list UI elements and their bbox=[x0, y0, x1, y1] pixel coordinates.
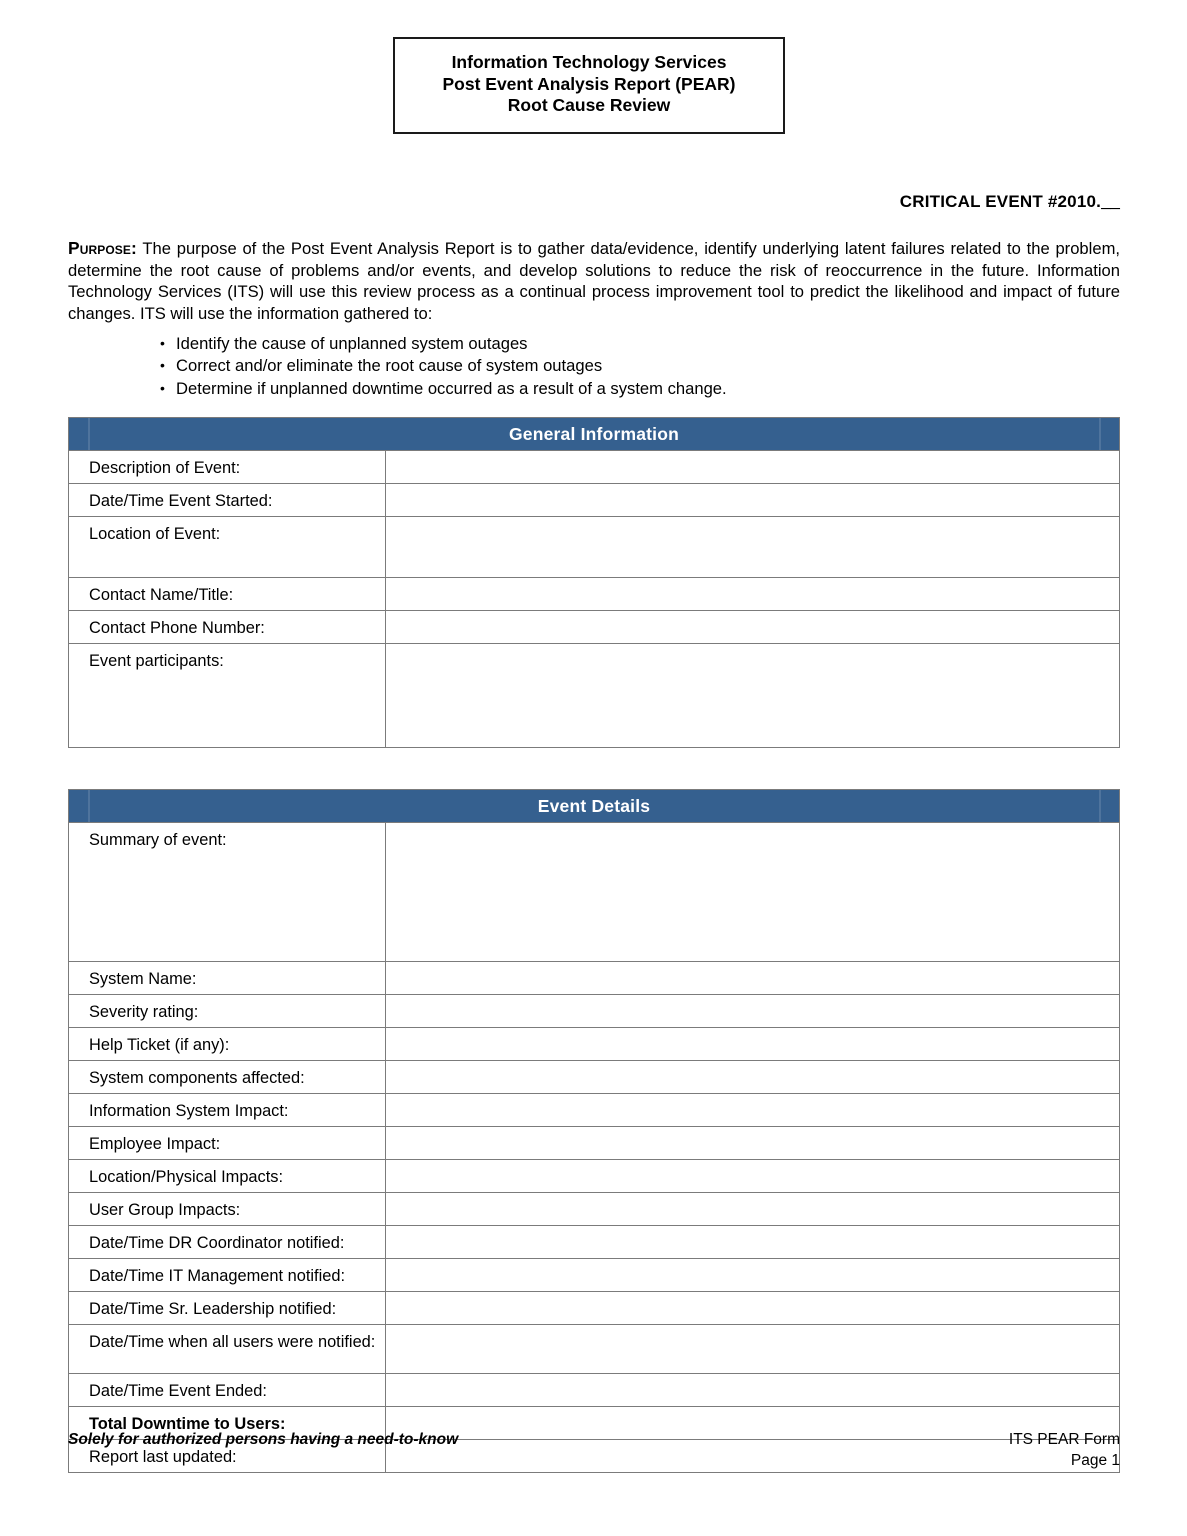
general-information-header-cell bbox=[69, 418, 1120, 451]
list-item: • Identify the cause of unplanned system outages bbox=[158, 333, 1058, 355]
field-label: Date/Time DR Coordinator notified: bbox=[89, 1234, 345, 1252]
table-row bbox=[69, 1160, 1120, 1193]
event-details-label-cell bbox=[69, 962, 386, 995]
critical-event-blank: __ bbox=[1101, 192, 1120, 211]
general-information-label-cell bbox=[69, 451, 386, 484]
field-label: Report last updated: bbox=[89, 1448, 237, 1466]
event-details-value-cell[interactable] bbox=[386, 1127, 1120, 1160]
table-row bbox=[69, 962, 1120, 995]
general-information-value-cell[interactable] bbox=[386, 517, 1120, 578]
critical-event-label: CRITICAL EVENT #2010. bbox=[899, 192, 1102, 211]
field-label: System Name: bbox=[89, 970, 197, 988]
field-value[interactable] bbox=[386, 1061, 1119, 1073]
table-row bbox=[69, 1028, 1120, 1061]
field-label: Information System Impact: bbox=[89, 1102, 289, 1120]
event-details-table bbox=[68, 789, 1120, 1473]
field-value[interactable] bbox=[386, 1193, 1119, 1205]
field-value[interactable] bbox=[386, 1259, 1119, 1271]
event-details-header-cell bbox=[69, 790, 1120, 823]
field-label: Date/Time Event Started: bbox=[89, 492, 273, 510]
general-information-value-cell[interactable] bbox=[386, 611, 1120, 644]
title-line-3: Root Cause Review bbox=[507, 95, 671, 115]
table-row bbox=[69, 995, 1120, 1028]
field-value[interactable] bbox=[386, 823, 1119, 835]
field-label: Contact Name/Title: bbox=[89, 586, 234, 604]
field-label: Help Ticket (if any): bbox=[89, 1036, 230, 1054]
purpose-label: Purpose: bbox=[68, 238, 137, 258]
event-details-label-cell bbox=[69, 823, 386, 962]
event-details-label-cell bbox=[69, 1259, 386, 1292]
field-value[interactable] bbox=[386, 578, 1119, 590]
document-title-box bbox=[393, 37, 785, 134]
field-label: Location of Event: bbox=[89, 525, 221, 543]
event-details-value-cell[interactable] bbox=[386, 1193, 1120, 1226]
table-row bbox=[69, 1226, 1120, 1259]
general-information-label-cell bbox=[69, 517, 386, 578]
table-row bbox=[69, 1259, 1120, 1292]
band-seam-right-icon bbox=[1099, 790, 1101, 822]
event-details-value-cell[interactable] bbox=[386, 1292, 1120, 1325]
list-item: • Determine if unplanned downtime occurred as a result of a system change. bbox=[158, 378, 1058, 400]
title-line-2: Post Event Analysis Report (PEAR) bbox=[442, 73, 736, 94]
field-value[interactable] bbox=[386, 962, 1119, 974]
event-details-value-cell[interactable] bbox=[386, 1094, 1120, 1127]
field-label: Summary of event: bbox=[89, 831, 227, 849]
table-row bbox=[69, 578, 1120, 611]
table-row bbox=[69, 1061, 1120, 1094]
critical-event-number bbox=[900, 192, 1120, 212]
field-label: Date/Time Sr. Leadership notified: bbox=[89, 1300, 337, 1318]
field-value[interactable] bbox=[386, 1160, 1119, 1172]
band-seam-right-icon bbox=[1099, 418, 1101, 450]
table-row bbox=[69, 1193, 1120, 1226]
footer-form-info bbox=[1009, 1429, 1120, 1471]
event-details-label-cell bbox=[69, 1292, 386, 1325]
event-details-label-cell bbox=[69, 1061, 386, 1094]
field-value[interactable] bbox=[386, 1094, 1119, 1106]
purpose-paragraph bbox=[68, 238, 1120, 324]
field-label: Severity rating: bbox=[89, 1003, 199, 1021]
event-details-value-cell[interactable] bbox=[386, 1160, 1120, 1193]
event-details-label-cell bbox=[69, 1094, 386, 1127]
general-information-value-cell[interactable] bbox=[386, 484, 1120, 517]
event-details-label-cell bbox=[69, 1374, 386, 1407]
field-label: Total Downtime to Users: bbox=[89, 1415, 286, 1433]
event-details-value-cell[interactable] bbox=[386, 995, 1120, 1028]
table-row bbox=[69, 451, 1120, 484]
event-details-label-cell bbox=[69, 1028, 386, 1061]
field-value[interactable] bbox=[386, 1292, 1119, 1304]
event-details-label-cell bbox=[69, 995, 386, 1028]
field-value[interactable] bbox=[386, 451, 1119, 463]
field-value[interactable] bbox=[386, 1407, 1119, 1419]
event-details-value-cell[interactable] bbox=[386, 1325, 1120, 1374]
field-value[interactable] bbox=[386, 1226, 1119, 1238]
field-value[interactable] bbox=[386, 1127, 1119, 1139]
event-details-value-cell[interactable] bbox=[386, 1259, 1120, 1292]
table-row bbox=[69, 1325, 1120, 1374]
table-row bbox=[69, 1374, 1120, 1407]
table-row bbox=[69, 484, 1120, 517]
section-title: General Information bbox=[508, 423, 680, 444]
field-value[interactable] bbox=[386, 611, 1119, 623]
table-row bbox=[69, 644, 1120, 748]
field-label: Employee Impact: bbox=[89, 1135, 221, 1153]
table-row bbox=[69, 823, 1120, 962]
event-details-value-cell[interactable] bbox=[386, 962, 1120, 995]
field-value[interactable] bbox=[386, 1374, 1119, 1386]
field-value[interactable] bbox=[386, 995, 1119, 1007]
event-details-label-cell bbox=[69, 1226, 386, 1259]
event-details-label-cell bbox=[69, 1127, 386, 1160]
event-details-value-cell[interactable] bbox=[386, 1226, 1120, 1259]
general-information-label-cell bbox=[69, 578, 386, 611]
event-details-value-cell[interactable] bbox=[386, 823, 1120, 962]
general-information-label-cell bbox=[69, 484, 386, 517]
footer-confidentiality: Solely for authorized persons having a need-to-know bbox=[68, 1431, 459, 1448]
event-details-label-cell bbox=[69, 1325, 386, 1374]
band-seam-left-icon bbox=[88, 418, 90, 450]
table-row bbox=[69, 1127, 1120, 1160]
field-label: Date/Time IT Management notified: bbox=[89, 1267, 345, 1285]
field-label: Date/Time Event Ended: bbox=[89, 1382, 267, 1400]
general-information-value-cell[interactable] bbox=[386, 644, 1120, 748]
field-label: Date/Time when all users were notified: bbox=[89, 1333, 376, 1351]
footer-form-name: ITS PEAR Form bbox=[1008, 1431, 1120, 1448]
event-details-value-cell[interactable] bbox=[386, 1061, 1120, 1094]
field-label: User Group Impacts: bbox=[89, 1201, 241, 1219]
footer-page-number: Page 1 bbox=[1070, 1452, 1120, 1469]
general-information-label-cell bbox=[69, 611, 386, 644]
general-information-header-row bbox=[69, 418, 1120, 451]
title-line-1: Information Technology Services bbox=[451, 52, 727, 72]
event-details-value-cell[interactable] bbox=[386, 1028, 1120, 1061]
field-value[interactable] bbox=[386, 1325, 1119, 1337]
field-value[interactable] bbox=[386, 644, 1119, 656]
field-label: Location/Physical Impacts: bbox=[89, 1168, 284, 1186]
list-item: • Correct and/or eliminate the root cause of system outages bbox=[158, 355, 1058, 377]
general-information-value-cell[interactable] bbox=[386, 451, 1120, 484]
band-seam-left-icon bbox=[88, 790, 90, 822]
event-details-label-cell bbox=[69, 1193, 386, 1226]
field-value[interactable] bbox=[386, 484, 1119, 496]
purpose-bullet-list bbox=[158, 333, 1058, 400]
table-row bbox=[69, 611, 1120, 644]
event-details-header-row bbox=[69, 790, 1120, 823]
field-label: Event participants: bbox=[89, 652, 224, 670]
general-information-value-cell[interactable] bbox=[386, 578, 1120, 611]
event-details-label-cell bbox=[69, 1160, 386, 1193]
table-row bbox=[69, 1094, 1120, 1127]
field-value[interactable] bbox=[386, 517, 1119, 529]
table-row bbox=[69, 1292, 1120, 1325]
event-details-value-cell[interactable] bbox=[386, 1374, 1120, 1407]
field-label: Description of Event: bbox=[89, 459, 241, 477]
section-title: Event Details bbox=[537, 795, 651, 816]
table-row bbox=[69, 517, 1120, 578]
purpose-text: The purpose of the Post Event Analysis Report is to gather data/evidence, identify underlying latent failures related to the problem, determine the root cause of problems and/or events, and develop solutions to reduce the risk of reoccurrence in the future. Information Technology Services (ITS) will use this review process as a continual process improvement tool to predict the likelihood and impact of future changes. ITS will use the information gathered to: bbox=[68, 239, 1121, 323]
field-label: Contact Phone Number: bbox=[89, 619, 265, 637]
field-value[interactable] bbox=[386, 1028, 1119, 1040]
field-label: System components affected: bbox=[89, 1069, 305, 1087]
general-information-table bbox=[68, 417, 1120, 748]
general-information-label-cell bbox=[69, 644, 386, 748]
